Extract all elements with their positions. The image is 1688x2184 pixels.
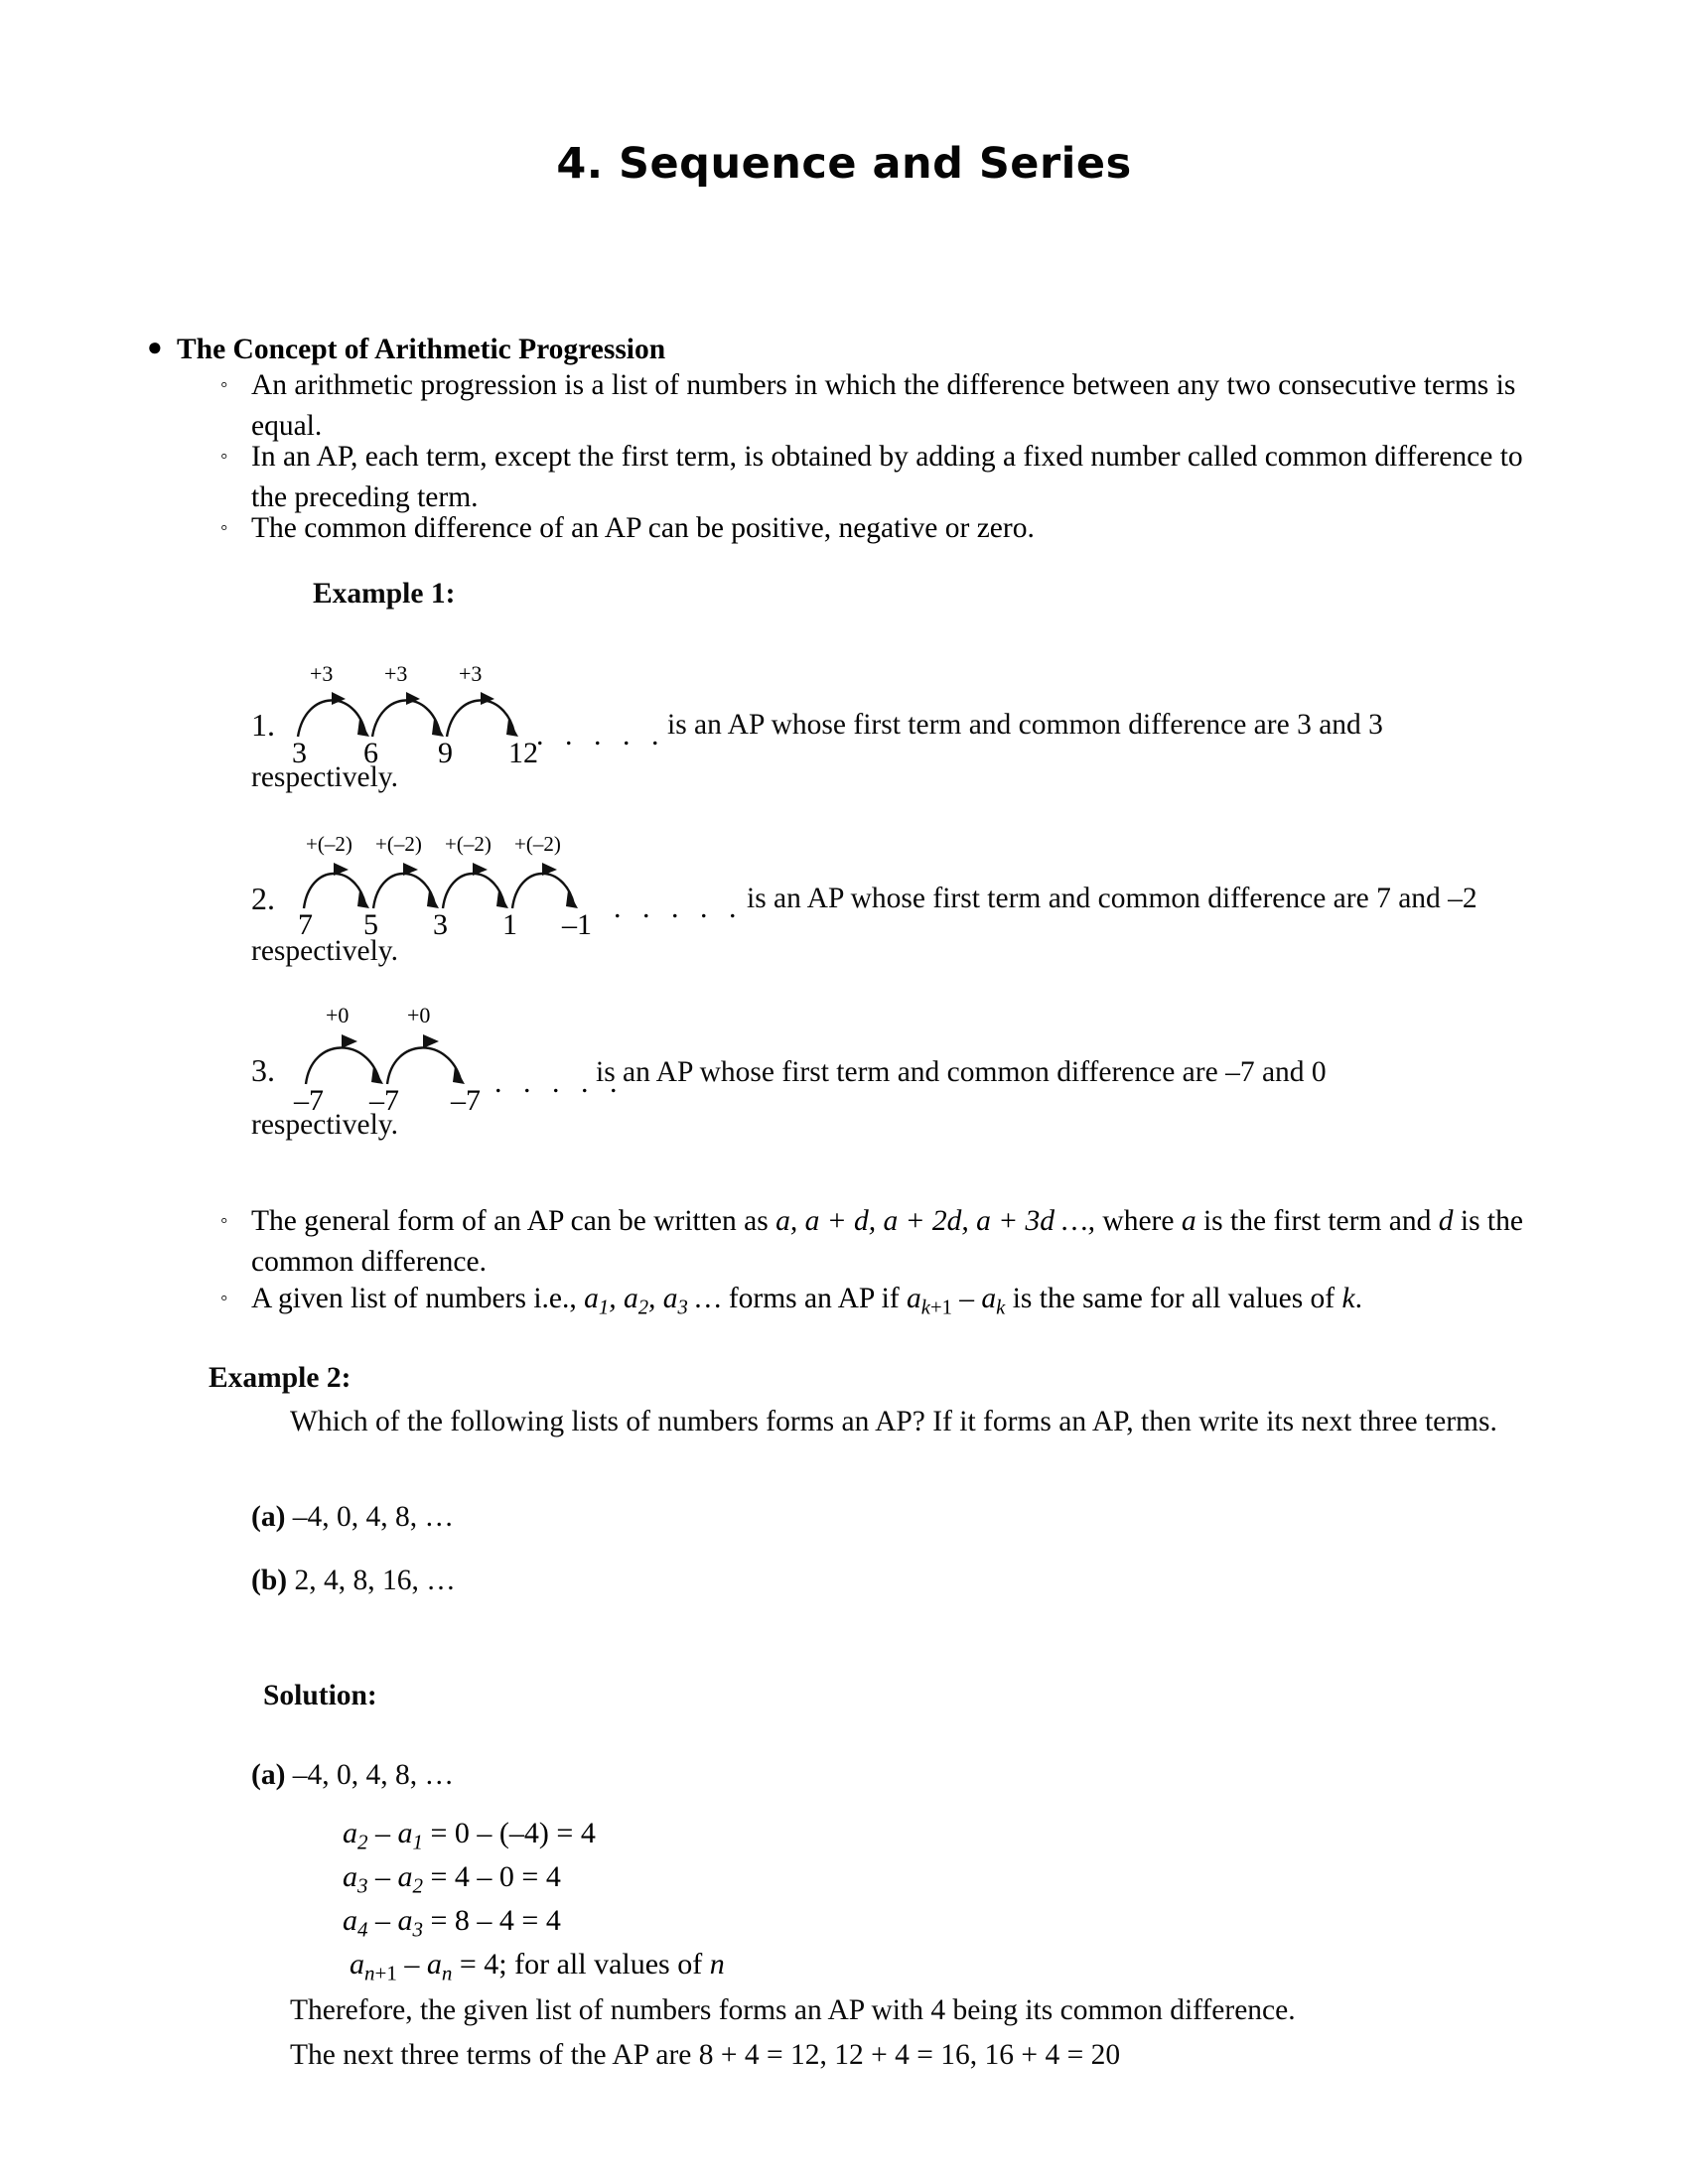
example-2-option-b — [251, 1561, 456, 1600]
ap-test-math: $a_{k+1} - a_k$ — [907, 1283, 1006, 1319]
diagram-3-arclabel-2: +0 — [407, 1003, 431, 1027]
solution-label: Solution: — [263, 1680, 377, 1711]
ap-test-var-k: k — [1341, 1283, 1355, 1314]
diagram-2-term-1: 7 — [298, 908, 313, 941]
diagram-2-term-4: 1 — [502, 908, 517, 941]
diagram-2-arclabel-2: +(–2) — [375, 832, 422, 856]
diagram-1-index: 1. — [251, 707, 275, 743]
diagram-2-term-5: –1 — [562, 908, 592, 941]
diagram-1-arclabel-1: +3 — [310, 661, 334, 686]
section-heading-bullet — [147, 330, 1567, 369]
diagram-2-description: is an AP whose first term and common difference are 7 and –2 — [747, 883, 1477, 914]
diagram-1-term-4: 12 — [508, 737, 538, 769]
diagram-2-term-3: 3 — [433, 908, 448, 941]
bullet-circle-icon: ◦ — [220, 372, 228, 396]
diagram-2-ellipsis: . . . . . — [614, 891, 744, 924]
option-b-tag: (b) — [251, 1565, 288, 1596]
diagram-1-term-2: 6 — [363, 737, 378, 769]
solution-conclusion-2: The next three terms of the AP are 8 + 4 = 12, 12 + 4 = 16, 16 + 4 = 20 — [290, 2039, 1121, 2071]
example-1-label: Example 1: — [313, 578, 456, 610]
diagram-2-arclabel-3: +(–2) — [445, 832, 492, 856]
diagram-3-ellipsis: . . . . . — [494, 1066, 625, 1099]
ap-test-text-2: forms an AP if — [721, 1283, 908, 1314]
bullet-disc-icon: ● — [147, 333, 163, 361]
solution-equation-1: $a_2 - a_1 = 0 - (-4) = 4$ — [343, 1817, 596, 1854]
general-form-text-3: is the first term and — [1196, 1205, 1439, 1237]
solution-option-a — [251, 1755, 454, 1795]
ap-diagram-2 — [296, 832, 653, 941]
diagram-3-term-1: –7 — [294, 1084, 324, 1117]
concept-bullet-1 — [220, 365, 1572, 447]
page-title: 4. Sequence and Series — [556, 139, 1132, 189]
diagram-3-index: 3. — [251, 1052, 275, 1088]
diagram-1-description-cont: respectively. — [251, 761, 398, 793]
general-form-var-d: d — [1438, 1205, 1454, 1237]
diagram-2-arclabel-4: +(–2) — [514, 832, 561, 856]
solution-conclusion-1: Therefore, the given list of numbers forms an AP with 4 being its common difference. — [290, 1994, 1296, 2026]
bullet-circle-icon: ◦ — [220, 515, 228, 539]
option-a-value: –4, 0, 4, 8, … — [292, 1501, 455, 1533]
bullet-circle-icon: ◦ — [220, 1286, 228, 1309]
solution-equation-4: $a_{n+1} - a_n = 4$; for all values of n — [350, 1948, 725, 1985]
concept-bullet-2 — [220, 437, 1562, 518]
ap-test-text-4: . — [1354, 1283, 1362, 1314]
option-b-value: 2, 4, 8, 16, … — [294, 1565, 456, 1596]
diagram-1-arclabel-3: +3 — [459, 661, 483, 686]
concept-bullet-3 — [220, 508, 1562, 549]
solution-equation-2: $a_3 - a_2 = 4 - 0 = 4$ — [343, 1860, 561, 1898]
diagram-2-index: 2. — [251, 881, 275, 916]
ap-test-text-1: A given list of numbers i.e., — [251, 1283, 585, 1314]
general-form-var-a: a — [1181, 1205, 1196, 1237]
general-form-text-2: where — [1095, 1205, 1182, 1237]
solution-option-a-value: –4, 0, 4, 8, … — [292, 1759, 455, 1791]
concept-bullet-2-label: In an AP, each term, except the first term, is obtained by adding a fixed number called common difference to the preceding term. — [251, 441, 1523, 513]
ap-diagram-1 — [288, 661, 576, 769]
ap-test-text-3: is the same for all values of — [1005, 1283, 1342, 1314]
section-heading-label: The Concept of Arithmetic Progression — [177, 334, 666, 365]
general-form-text-1: The general form of an AP can be written as — [251, 1205, 776, 1237]
ap-diagram-3 — [294, 1003, 514, 1117]
diagram-3-term-3: –7 — [451, 1084, 481, 1117]
diagram-2-term-2: 5 — [363, 908, 378, 941]
diagram-1-term-3: 9 — [438, 737, 453, 769]
ap-test-bullet — [220, 1279, 1582, 1329]
example-2-option-a — [251, 1497, 454, 1537]
diagram-3-description-cont: respectively. — [251, 1109, 398, 1141]
example-2-label: Example 2: — [209, 1362, 352, 1394]
solution-option-a-tag: (a) — [251, 1759, 286, 1791]
bullet-circle-icon: ◦ — [220, 444, 228, 468]
diagram-3-term-2: –7 — [369, 1084, 399, 1117]
general-form-bullet — [220, 1201, 1572, 1283]
option-a-tag: (a) — [251, 1501, 286, 1533]
general-form-math: a, a + d, a + 2d, a + 3d …, — [775, 1205, 1096, 1237]
concept-bullet-3-label: The common difference of an AP can be positive, negative or zero. — [251, 512, 1035, 544]
ap-test-seq: $a_1$, $a_2$, $a_3$ … — [584, 1283, 722, 1319]
diagram-1-term-1: 3 — [292, 737, 307, 769]
diagram-1-description: is an AP whose first term and common difference are 3 and 3 — [667, 709, 1383, 741]
diagram-2-arclabel-1: +(–2) — [306, 832, 352, 856]
example-2-prompt: Which of the following lists of numbers forms an AP? If it forms an AP, then write its next three terms. — [290, 1406, 1497, 1437]
solution-equation-3: $a_4 - a_3 = 8 - 4 = 4$ — [343, 1904, 561, 1942]
diagram-3-arclabel-1: +0 — [326, 1003, 350, 1027]
concept-bullet-1-label: An arithmetic progression is a list of numbers in which the difference between any two consecutive terms is equal. — [251, 369, 1516, 442]
diagram-2-description-cont: respectively. — [251, 935, 398, 967]
diagram-3-description: is an AP whose first term and common difference are –7 and 0 — [596, 1056, 1327, 1088]
diagram-1-ellipsis: . . . . . — [536, 719, 666, 751]
bullet-circle-icon: ◦ — [220, 1208, 228, 1232]
general-form-text-4: is the common difference. — [251, 1205, 1523, 1278]
diagram-1-arclabel-2: +3 — [384, 661, 408, 686]
